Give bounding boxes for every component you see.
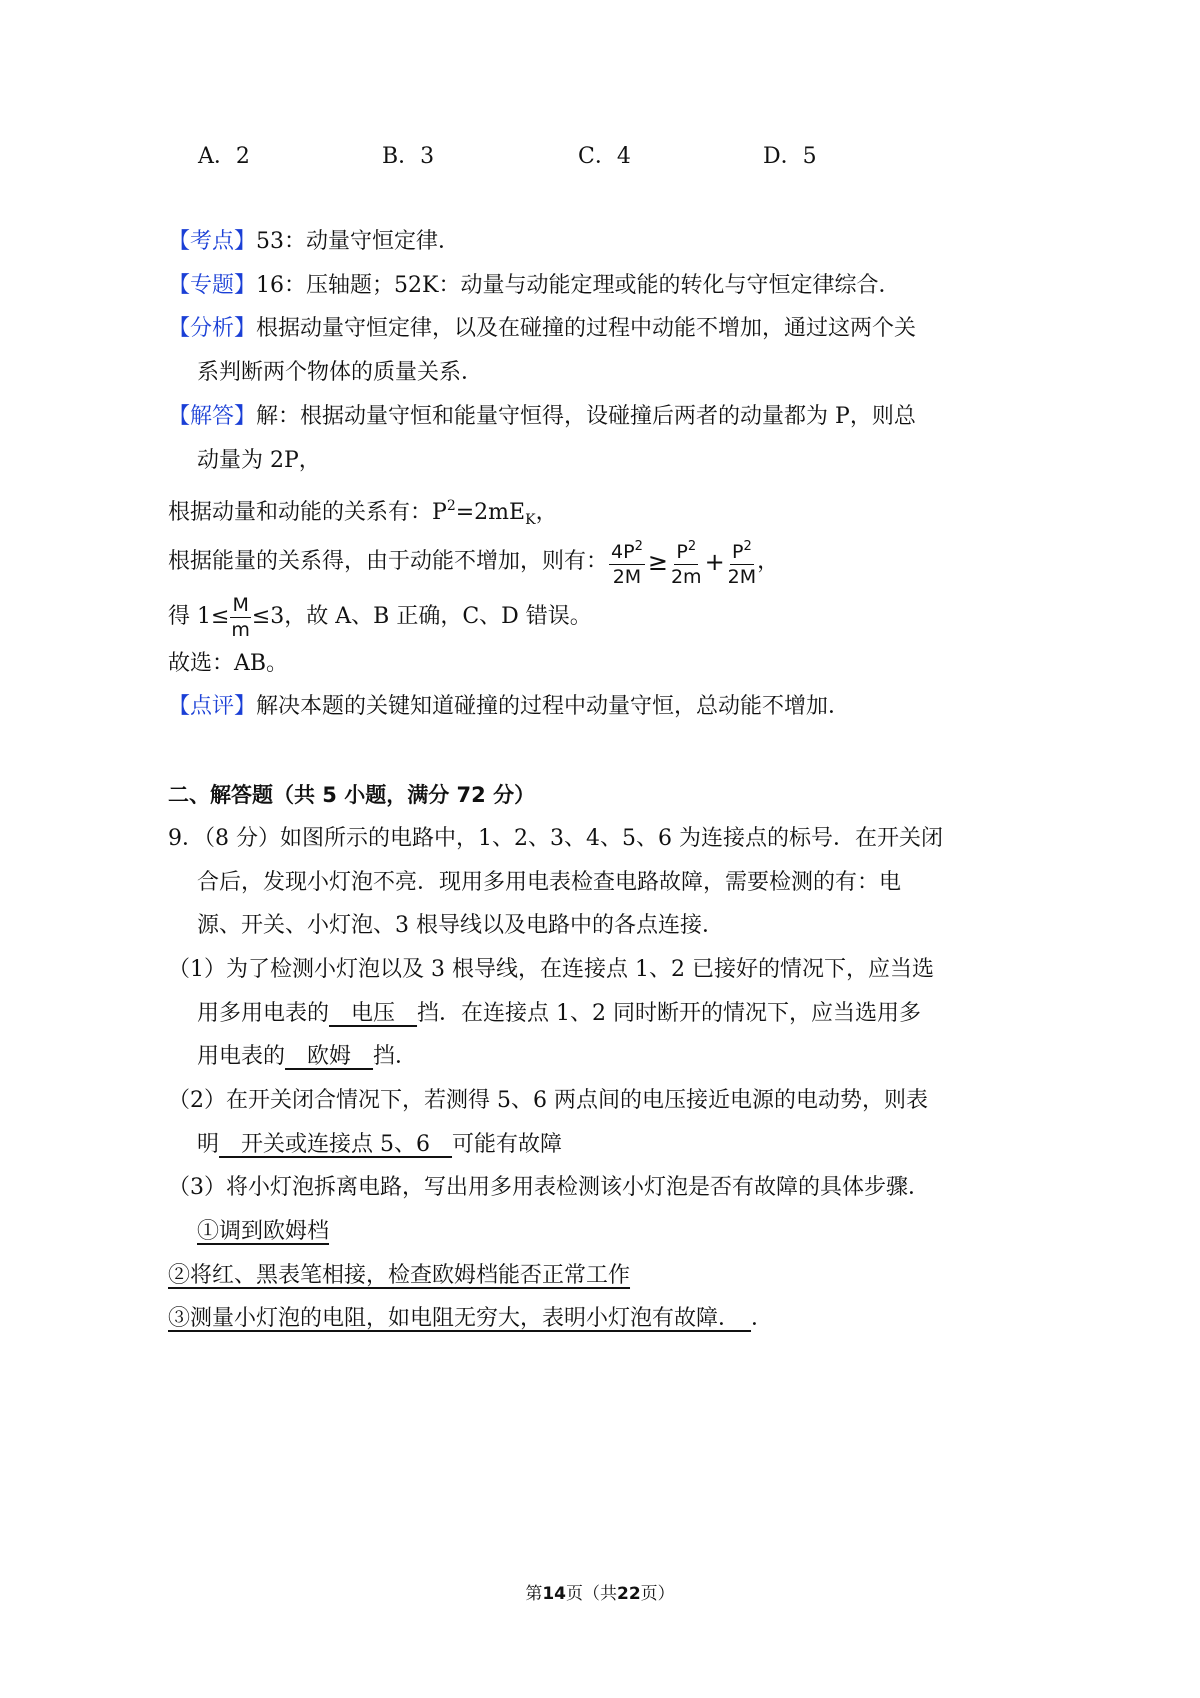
mass-ratio-result-line <box>168 589 592 645</box>
footer-post: 页） <box>640 1584 675 1604</box>
frac3-sq: 2 <box>743 539 752 554</box>
relation-prefix: 根据动量和动能的关系有：P <box>168 500 447 525</box>
relation-suffix: ， <box>535 500 558 525</box>
part2-text-a: 明 <box>197 1132 220 1157</box>
answer-switch-fault: 开关或连接点 5、6 <box>219 1132 453 1157</box>
result-prefix: 得 1≤ <box>168 604 230 629</box>
part1-line-2 <box>197 998 921 1030</box>
part1-text-d: 挡． <box>373 1044 418 1069</box>
part2-text-b: 可能有故障 <box>452 1132 563 1157</box>
fenxi-tag: 【分析】 <box>168 316 257 341</box>
frac2-den: 2m <box>670 566 702 588</box>
fenxi-text: 根据动量守恒定律，以及在碰撞的过程中动能不增加，通过这两个关 <box>256 316 917 341</box>
result-suffix: ，故 A、B 正确，C、D 错误。 <box>284 604 592 629</box>
q9-line-1: 9．（8 分）如图所示的电路中，1、2、3、4、5、6 为连接点的标号．在开关闭 <box>168 826 943 851</box>
part1-text-c: 用电表的 <box>197 1044 286 1069</box>
frac2-sq: 2 <box>687 539 697 554</box>
jieda-text: 解：根据动量守恒和能量守恒得，设碰撞后两者的动量都为 P，则总 <box>256 404 916 429</box>
relation-sup: 2 <box>446 498 456 514</box>
option-b: B．3 <box>382 144 435 169</box>
option-d: D．5 <box>763 144 817 169</box>
choose-answer: 故选：AB。 <box>168 651 289 676</box>
frac2-num: P <box>676 541 688 563</box>
part3-step-2: ②将红、黑表笔相接，检查欧姆档能否正常工作 <box>168 1263 631 1288</box>
frac3-num: P <box>732 541 744 563</box>
dianping-tag: 【点评】 <box>168 694 257 719</box>
fenxi-line-2: 系判断两个物体的质量关系． <box>197 360 484 385</box>
part3-step-1: ①调到欧姆档 <box>197 1219 330 1244</box>
jieda-line-2: 动量为 2P， <box>197 448 321 473</box>
result-den: m <box>231 618 250 641</box>
fraction-4p2-over-2m <box>609 535 645 589</box>
part3-end: ． <box>751 1306 774 1331</box>
page-total: 22 <box>617 1584 641 1604</box>
q9-line-2: 合后，发现小灯泡不亮．现用多用电表检查电路故障，需要检测的有：电 <box>197 870 902 895</box>
part1-line-1: （1）为了检测小灯泡以及 3 根导线，在连接点 1、2 已接好的情况下，应当选 <box>168 957 934 982</box>
frac3-den: 2M <box>727 566 757 588</box>
page-footer <box>0 1579 1200 1604</box>
energy-suffix: ， <box>757 549 780 574</box>
energy-inequality-line <box>168 534 779 590</box>
footer-pre: 第 <box>525 1584 543 1604</box>
footer-mid: 页（共 <box>566 1584 617 1604</box>
part3-step-3: ③测量小灯泡的电阻，如电阻无穷大，表明小灯泡有故障． <box>168 1306 752 1331</box>
answer-ohm: 欧姆 <box>285 1044 374 1069</box>
part2-line-1: （2）在开关闭合情况下，若测得 5、6 两点间的电压接近电源的电动势，则表 <box>168 1088 928 1113</box>
q9-line-3: 源、开关、小灯泡、3 根导线以及电路中的各点连接． <box>197 913 724 938</box>
kaodian-text: 53：动量守恒定律． <box>256 229 461 254</box>
dianping-line <box>168 691 850 723</box>
zhuanti-line <box>168 270 900 302</box>
part1-text-b: 挡．在连接点 1、2 同时断开的情况下，应当选用多 <box>417 1001 922 1026</box>
fenxi-line <box>168 313 916 345</box>
fraction-m-over-m <box>230 593 250 642</box>
fraction-p2-over-2m-small <box>671 535 702 589</box>
kaodian-tag: 【考点】 <box>168 229 257 254</box>
dianping-text: 解决本题的关键知道碰撞的过程中动量守恒，总动能不增加． <box>256 694 851 719</box>
part3-line-1: （3）将小灯泡拆离电路，写出用多用表检测该小灯泡是否有故障的具体步骤． <box>168 1175 930 1200</box>
part1-line-3 <box>197 1041 417 1073</box>
part2-line-2 <box>197 1129 562 1161</box>
frac1-num: 4P <box>611 541 635 563</box>
answer-voltage: 电压 <box>329 1001 418 1026</box>
plus-sign: + <box>704 548 725 576</box>
relation-sub: K <box>525 512 536 528</box>
kaodian-line <box>168 226 460 258</box>
part1-text-a: 用多用电表的 <box>197 1001 330 1026</box>
frac1-den: 2M <box>612 566 642 588</box>
energy-prefix: 根据能量的关系得，由于动能不增加，则有： <box>168 549 609 574</box>
zhuanti-tag: 【专题】 <box>168 273 257 298</box>
result-mid: ≤3 <box>251 604 285 629</box>
option-c: C．4 <box>578 144 631 169</box>
zhuanti-text: 16：压轴题；52K：动量与动能定理或能的转化与守恒定律综合． <box>256 273 901 298</box>
option-a: A．2 <box>198 144 250 169</box>
result-num: M <box>232 593 249 616</box>
ge-sign: ≥ <box>647 548 668 576</box>
page-number: 14 <box>542 1584 566 1604</box>
relation-mid: =2mE <box>455 500 526 525</box>
jieda-line <box>168 401 916 433</box>
frac1-sq: 2 <box>634 539 643 554</box>
section-heading: 二、解答题（共 5 小题，满分 72 分） <box>168 783 536 807</box>
part3-step-3-line <box>168 1303 773 1335</box>
jieda-tag: 【解答】 <box>168 404 257 429</box>
fraction-p2-over-2m-large <box>728 535 756 589</box>
momentum-energy-relation <box>168 490 558 536</box>
